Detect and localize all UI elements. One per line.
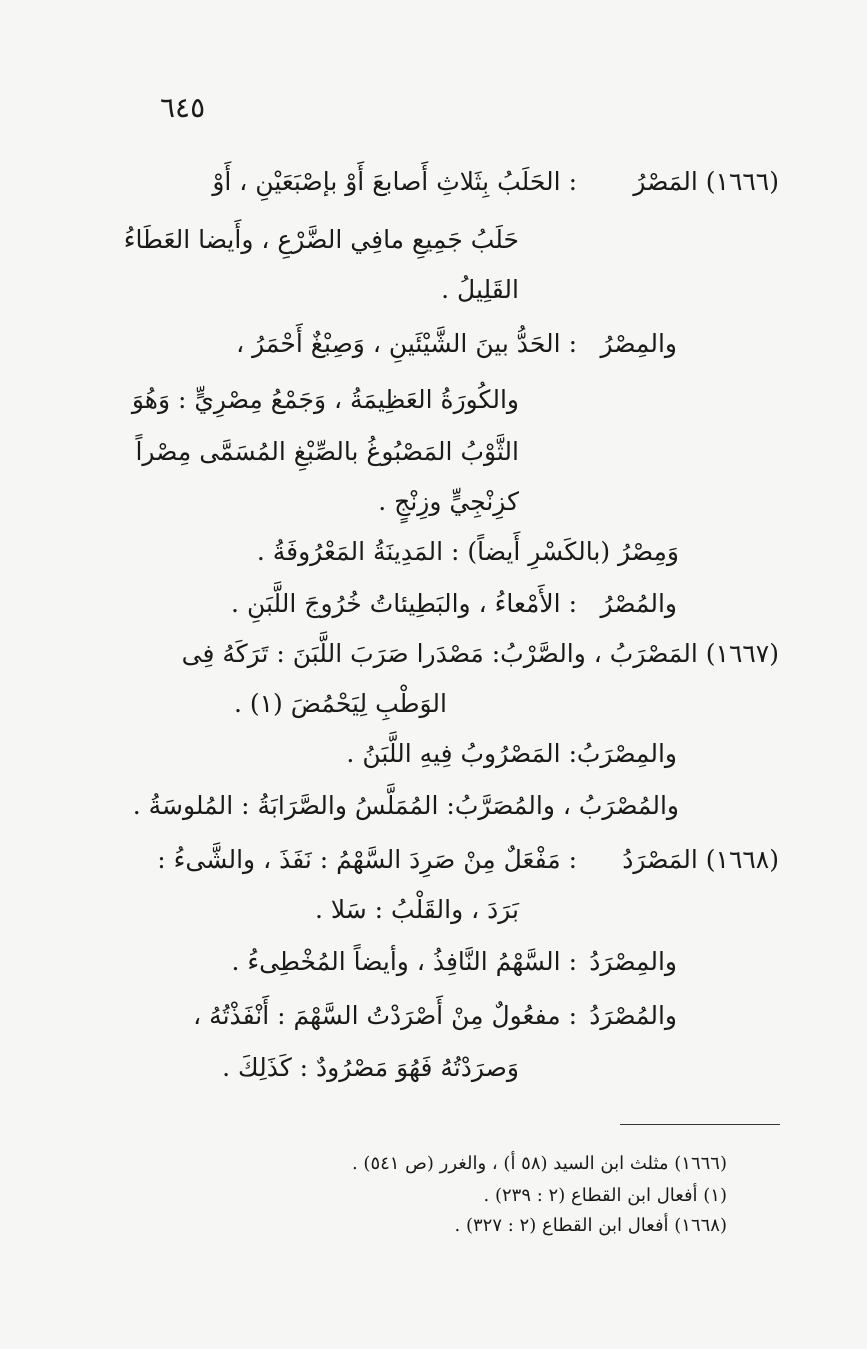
entry-continuation: والكُورَةُ العَظِيمَةُ ، وَجَمْعُ مِصْرِيٍّ : وَهُوَ	[131, 385, 519, 414]
footnote: (١٦٦٨) أفعال ابن القطاع (٢ : ٣٢٧) .	[454, 1215, 727, 1236]
entry-head: (١٦٦٨) المَصْرَدُ	[622, 845, 779, 874]
page-number: ٦٤٥	[160, 91, 206, 124]
entry-continuation: حَلَبُ جَمِيعِ مافِي الضَّرْعِ ، وأَيضا العَطَاءُ	[123, 225, 519, 254]
entry-definition: : السَّهْمُ النَّافِذُ ، وأيضاً المُخْطِىءُ .	[231, 947, 577, 976]
entry-continuation: القَلِيلُ .	[441, 275, 519, 304]
entry-definition: : الأَمْعاءُ ، والبَطِيئاتُ خُرُوجَ اللَّبَنِ .	[231, 589, 577, 618]
footnote-separator	[620, 1124, 780, 1125]
entry-continuation: وَصرَدْتُهُ فَهُوَ مَصْرُودٌ : كَذَلِكَ .	[222, 1053, 519, 1082]
entry-continuation: الثَّوْبُ المَصْبُوغُ بالصِّبْغِ المُسَمَّى مِصْراً	[135, 437, 519, 466]
entry-head: والمِصْرَبُ	[576, 739, 677, 768]
entry-head: والمُصْرَدُ	[589, 1001, 677, 1030]
entry-continuation: بَرَدَ ، والقَلْبُ : سَلا .	[314, 895, 519, 924]
entry-head: والمِصْرَدُ	[589, 947, 677, 976]
entry-definition: : الحَدُّ بينَ الشَّيْئَينِ ، وَصِبْغٌ أَحْمَرُ ،	[236, 329, 577, 358]
footnote: (١) أفعال ابن القطاع (٢ : ٢٣٩) .	[483, 1185, 727, 1206]
entry-definition: : الحَلَبُ بِثَلاثِ أَصابعَ أَوْ بإصْبَعَيْنِ ، أَوْ	[212, 167, 577, 196]
footnote: (١٦٦٦) مثلث ابن السيد (٥٨ أ) ، والغرر (ص ٥٤١) .	[351, 1153, 727, 1174]
entry-head: والمِصْرُ	[600, 329, 677, 358]
entry-definition: : مفعُولٌ مِنْ أَصْرَدْتُ السَّهْمَ : أَنْفَذْتُهُ ،	[193, 1001, 577, 1030]
entry-continuation: الوَطْبِ لِيَحْمُضَ (١) .	[233, 689, 447, 718]
entry-full-line: (١٦٦٧) المَصْرَبُ ، والصَّرْبُ: مَصْدَرا صَرَبَ اللَّبَنَ : تَرَكَهُ فِى	[181, 639, 779, 668]
entry-head: (١٦٦٦) المَصْرُ	[633, 167, 779, 196]
entry-head: والمُصْرُ	[600, 589, 677, 618]
entry-definition: : مَفْعَلٌ مِنْ صَرِدَ السَّهْمُ : نَفَذَ ، والشَّىءُ :	[157, 845, 577, 874]
entry-full-line: والمُصْرَبُ ، والمُصَرَّبُ: المُمَلَّسُ والصَّرَابَةُ : المُلوسَةُ .	[132, 791, 679, 820]
entry-full-line: وَمِصْرُ (بالكَسْرِ أَيضاً) : المَدِينَةُ المَعْرُوفَةُ .	[256, 537, 679, 566]
entry-continuation: كزِنْجِيٍّ وزِنْجٍ .	[378, 487, 519, 516]
entry-definition: : المَصْرُوبُ فِيهِ اللَّبَنُ .	[346, 739, 577, 768]
